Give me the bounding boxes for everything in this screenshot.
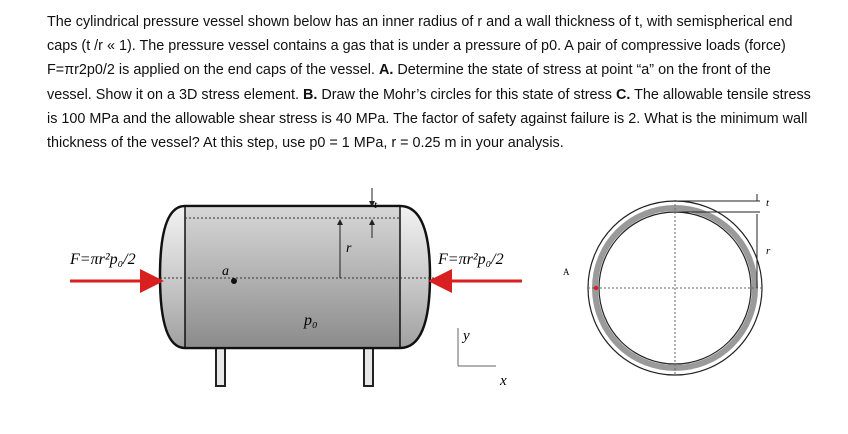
part-c-label: C. <box>615 86 631 103</box>
part-b-label: B. <box>302 86 318 103</box>
figure-svg <box>0 180 848 429</box>
problem-statement <box>47 10 817 155</box>
part-a-text: Determine the state of stress at point “a” on the front of the vessel. Show it on a 3D stress element. <box>47 62 771 103</box>
part-a-label: A. <box>378 62 394 79</box>
cross-r-label: r <box>766 245 771 257</box>
problem-text <box>47 10 817 155</box>
pressure-label: p₀ <box>304 312 318 329</box>
y-axis-label: y <box>463 328 470 344</box>
problem-intro: The cylindrical pressure vessel shown below has an inner radius of r and a wall thickness of t, with semispherical end caps (t /r « 1). The pressure vessel contains a gas that is under a pressure of p0. A pair of compressive loads (force) F=πr2p0/2 is applied on the end caps of the vessel. <box>47 14 793 79</box>
force-left-label: F=πr²p₀/2 <box>70 251 136 268</box>
radius-label: r <box>346 241 352 256</box>
vessel-leg-right <box>364 348 373 386</box>
vessel-leg-left <box>216 348 225 386</box>
part-b-text: Draw the Mohr’s circles for this state of stress <box>317 86 616 103</box>
point-a-marker <box>231 278 237 284</box>
x-axis-label: x <box>500 373 507 389</box>
point-a-label: a <box>222 264 229 279</box>
cross-point-marker <box>594 286 598 290</box>
thickness-label: t <box>374 199 378 211</box>
cross-t-label: t <box>766 197 770 209</box>
part-c-text: The allowable tensile stress is 100 MPa and the allowable shear stress is 40 MPa. The factor of safety against failure is 2. What is the minimum wall thickness of the vessel? At this step, use p0 = 1 MPa, r = 0.25 m in your analysis. <box>47 86 811 152</box>
pressure-vessel-figure <box>0 180 848 429</box>
vessel-body <box>185 208 400 346</box>
cross-point-label: A <box>563 267 570 277</box>
force-right-label: F=πr²p₀/2 <box>438 251 504 268</box>
